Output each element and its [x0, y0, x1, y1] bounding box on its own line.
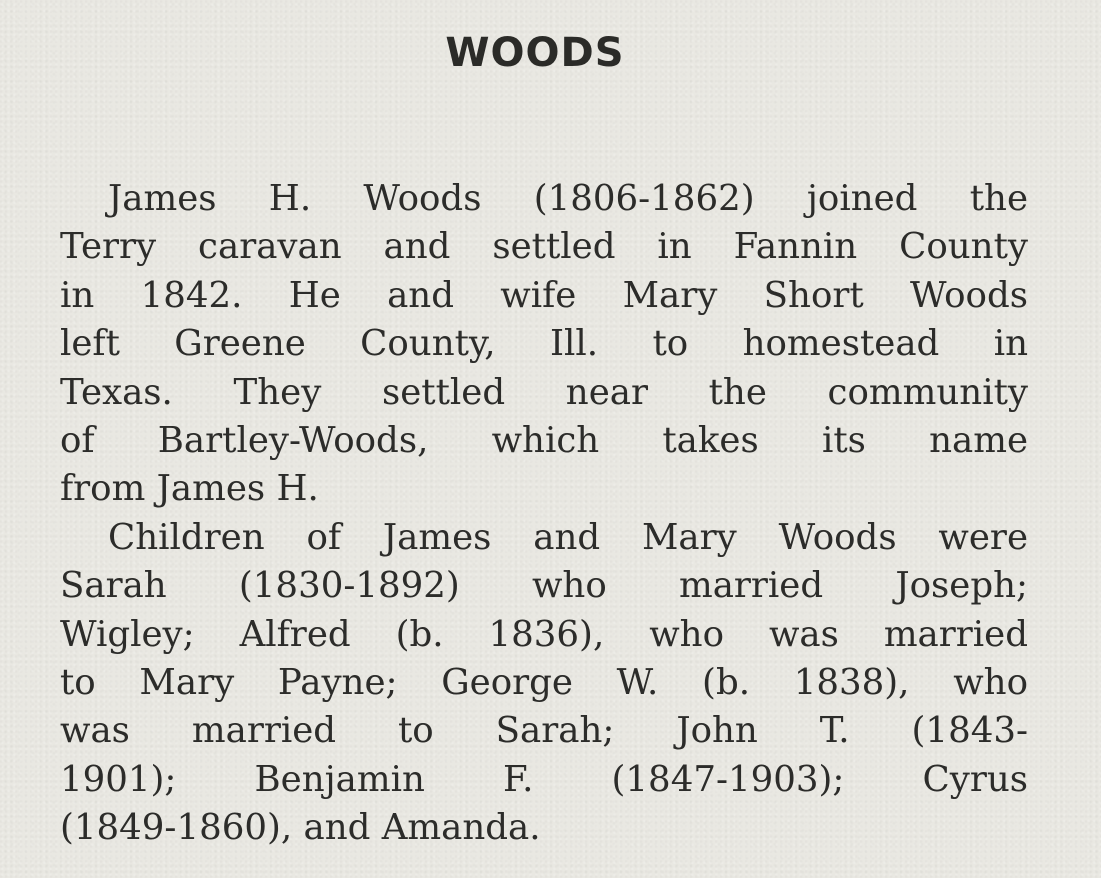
- text-line: from James H.: [60, 468, 319, 510]
- text-line: James H. Woods (1806-1862) joined the: [108, 178, 1028, 219]
- paragraph-1: [60, 175, 1028, 514]
- paragraph-2: [60, 514, 1028, 853]
- text-line: Sarah (1830-1892) who married Joseph;: [60, 565, 1028, 607]
- text-line: was married to Sarah; John T. (1843-: [60, 710, 1028, 752]
- text-line: Children of James and Mary Woods were: [108, 516, 1028, 558]
- document-body: [60, 175, 1028, 852]
- text-line: left Greene County, Ill. to homestead in: [60, 323, 1028, 365]
- text-line: Texas. They settled near the community: [60, 371, 1028, 413]
- text-line: to Mary Payne; George W. (b. 1838), who: [60, 661, 1028, 703]
- text-line: of Bartley-Woods, which takes its name: [60, 419, 1028, 461]
- text-line: (1849-1860), and Amanda.: [60, 807, 541, 849]
- text-line: in 1842. He and wife Mary Short Woods: [60, 274, 1028, 316]
- text-line: 1901); Benjamin F. (1847-1903); Cyrus: [60, 758, 1028, 800]
- document-title: WOODS: [445, 30, 625, 76]
- text-line: Terry caravan and settled in Fannin County: [60, 226, 1028, 268]
- text-line: Wigley; Alfred (b. 1836), who was married: [60, 613, 1028, 655]
